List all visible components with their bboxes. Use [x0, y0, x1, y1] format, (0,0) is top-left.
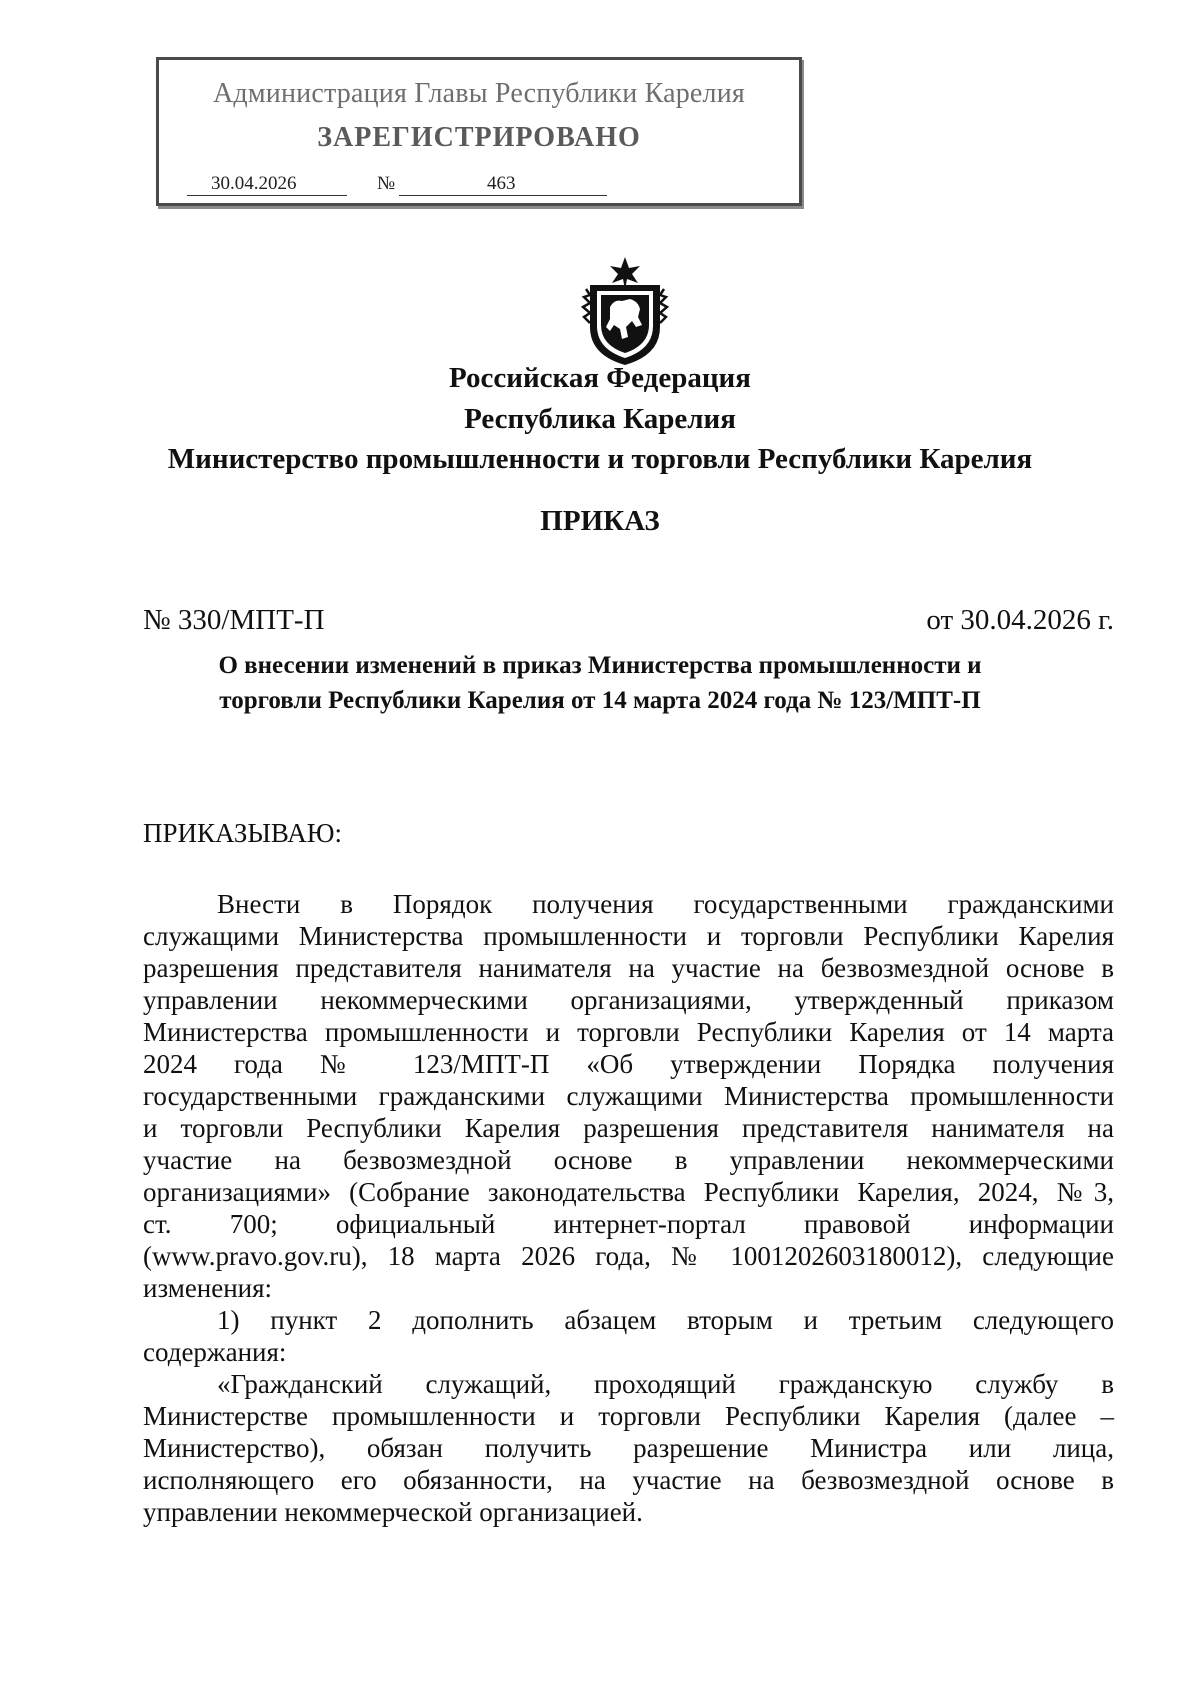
stamp-status: ЗАРЕГИСТРИРОВАНО — [317, 122, 641, 153]
header-ministry: Министерство промышленности и торговли Республики Карелия — [167, 443, 1033, 475]
subject-line-1: О внесении изменений в приказ Министерства промышленности и — [218, 652, 982, 679]
body-line: участие на безвозмездной основе в управлении некоммерческими — [143, 1145, 1114, 1175]
body-line: Министерства промышленности и торговли Республики Карелия от 14 марта — [143, 1017, 1114, 1047]
body-line: 1) пункт 2 дополнить абзацем вторым и третьим следующего — [217, 1305, 1114, 1335]
body-line: организациями» (Собрание законодательства Республики Карелия, 2024, №3, — [143, 1177, 1114, 1207]
body-line: изменения: — [143, 1273, 273, 1303]
body-line: 2024 года № 123/МПТ-П «Об утверждении Порядка получения — [143, 1049, 1114, 1079]
stamp-number: 463 — [487, 173, 516, 194]
doc-date: от 30.04.2026 г. — [926, 604, 1114, 636]
body-line: Министерстве промышленности и торговли Республики Карелия (далее – — [143, 1401, 1114, 1431]
registration-stamp — [156, 57, 802, 206]
order-word: ПРИКАЗЫВАЮ: — [143, 818, 342, 848]
body-line: управлении некоммерческими организациями, утвержденный приказом — [143, 985, 1114, 1015]
body-line: и торговли Республики Карелия разрешения представителя нанимателя на — [143, 1113, 1114, 1143]
body-line: управлении некоммерческой организацией. — [143, 1497, 643, 1527]
stamp-date: 30.04.2026 — [211, 173, 297, 194]
body-line: служащими Министерства промышленности и торговли Республики Карелия — [143, 921, 1114, 951]
coat-of-arms-icon — [580, 255, 670, 367]
header-country: Российская Федерация — [449, 362, 751, 394]
stamp-title: Администрация Главы Республики Карелия — [213, 78, 745, 109]
body-line: исполняющего его обязанности, на участие на безвозмездной основе в — [143, 1465, 1114, 1495]
doc-number: № 330/МПТ-П — [143, 604, 325, 636]
stamp-number-sign: № — [377, 173, 396, 194]
header-republic: Республика Карелия — [464, 403, 736, 435]
stamp-number-underline — [399, 195, 607, 196]
body-line: содержания: — [143, 1337, 287, 1367]
body-line: ст. 700; официальный интернет-портал правовой информации — [143, 1209, 1114, 1239]
stamp-date-underline — [187, 195, 347, 196]
body-line: Внести в Порядок получения государственными гражданскими — [217, 889, 1114, 919]
body-line: (www.pravo.gov.ru), 18 марта 2026 года, № 1001202603180012), следующие — [143, 1241, 1114, 1271]
body-line: разрешения представителя нанимателя на участие на безвозмездной основе в — [143, 953, 1114, 983]
body-text — [143, 888, 1114, 1528]
subject-line-2: торговли Республики Карелия от 14 марта 2024 года № 123/МПТ-П — [219, 687, 981, 714]
body-line: государственными гражданскими служащими Министерства промышленности — [143, 1081, 1114, 1111]
doc-type: ПРИКАЗ — [540, 505, 660, 537]
body-line: Министерство), обязан получить разрешение Министра или лица, — [143, 1433, 1114, 1463]
body-line: «Гражданский служащий, проходящий гражданскую службу в — [217, 1369, 1114, 1399]
